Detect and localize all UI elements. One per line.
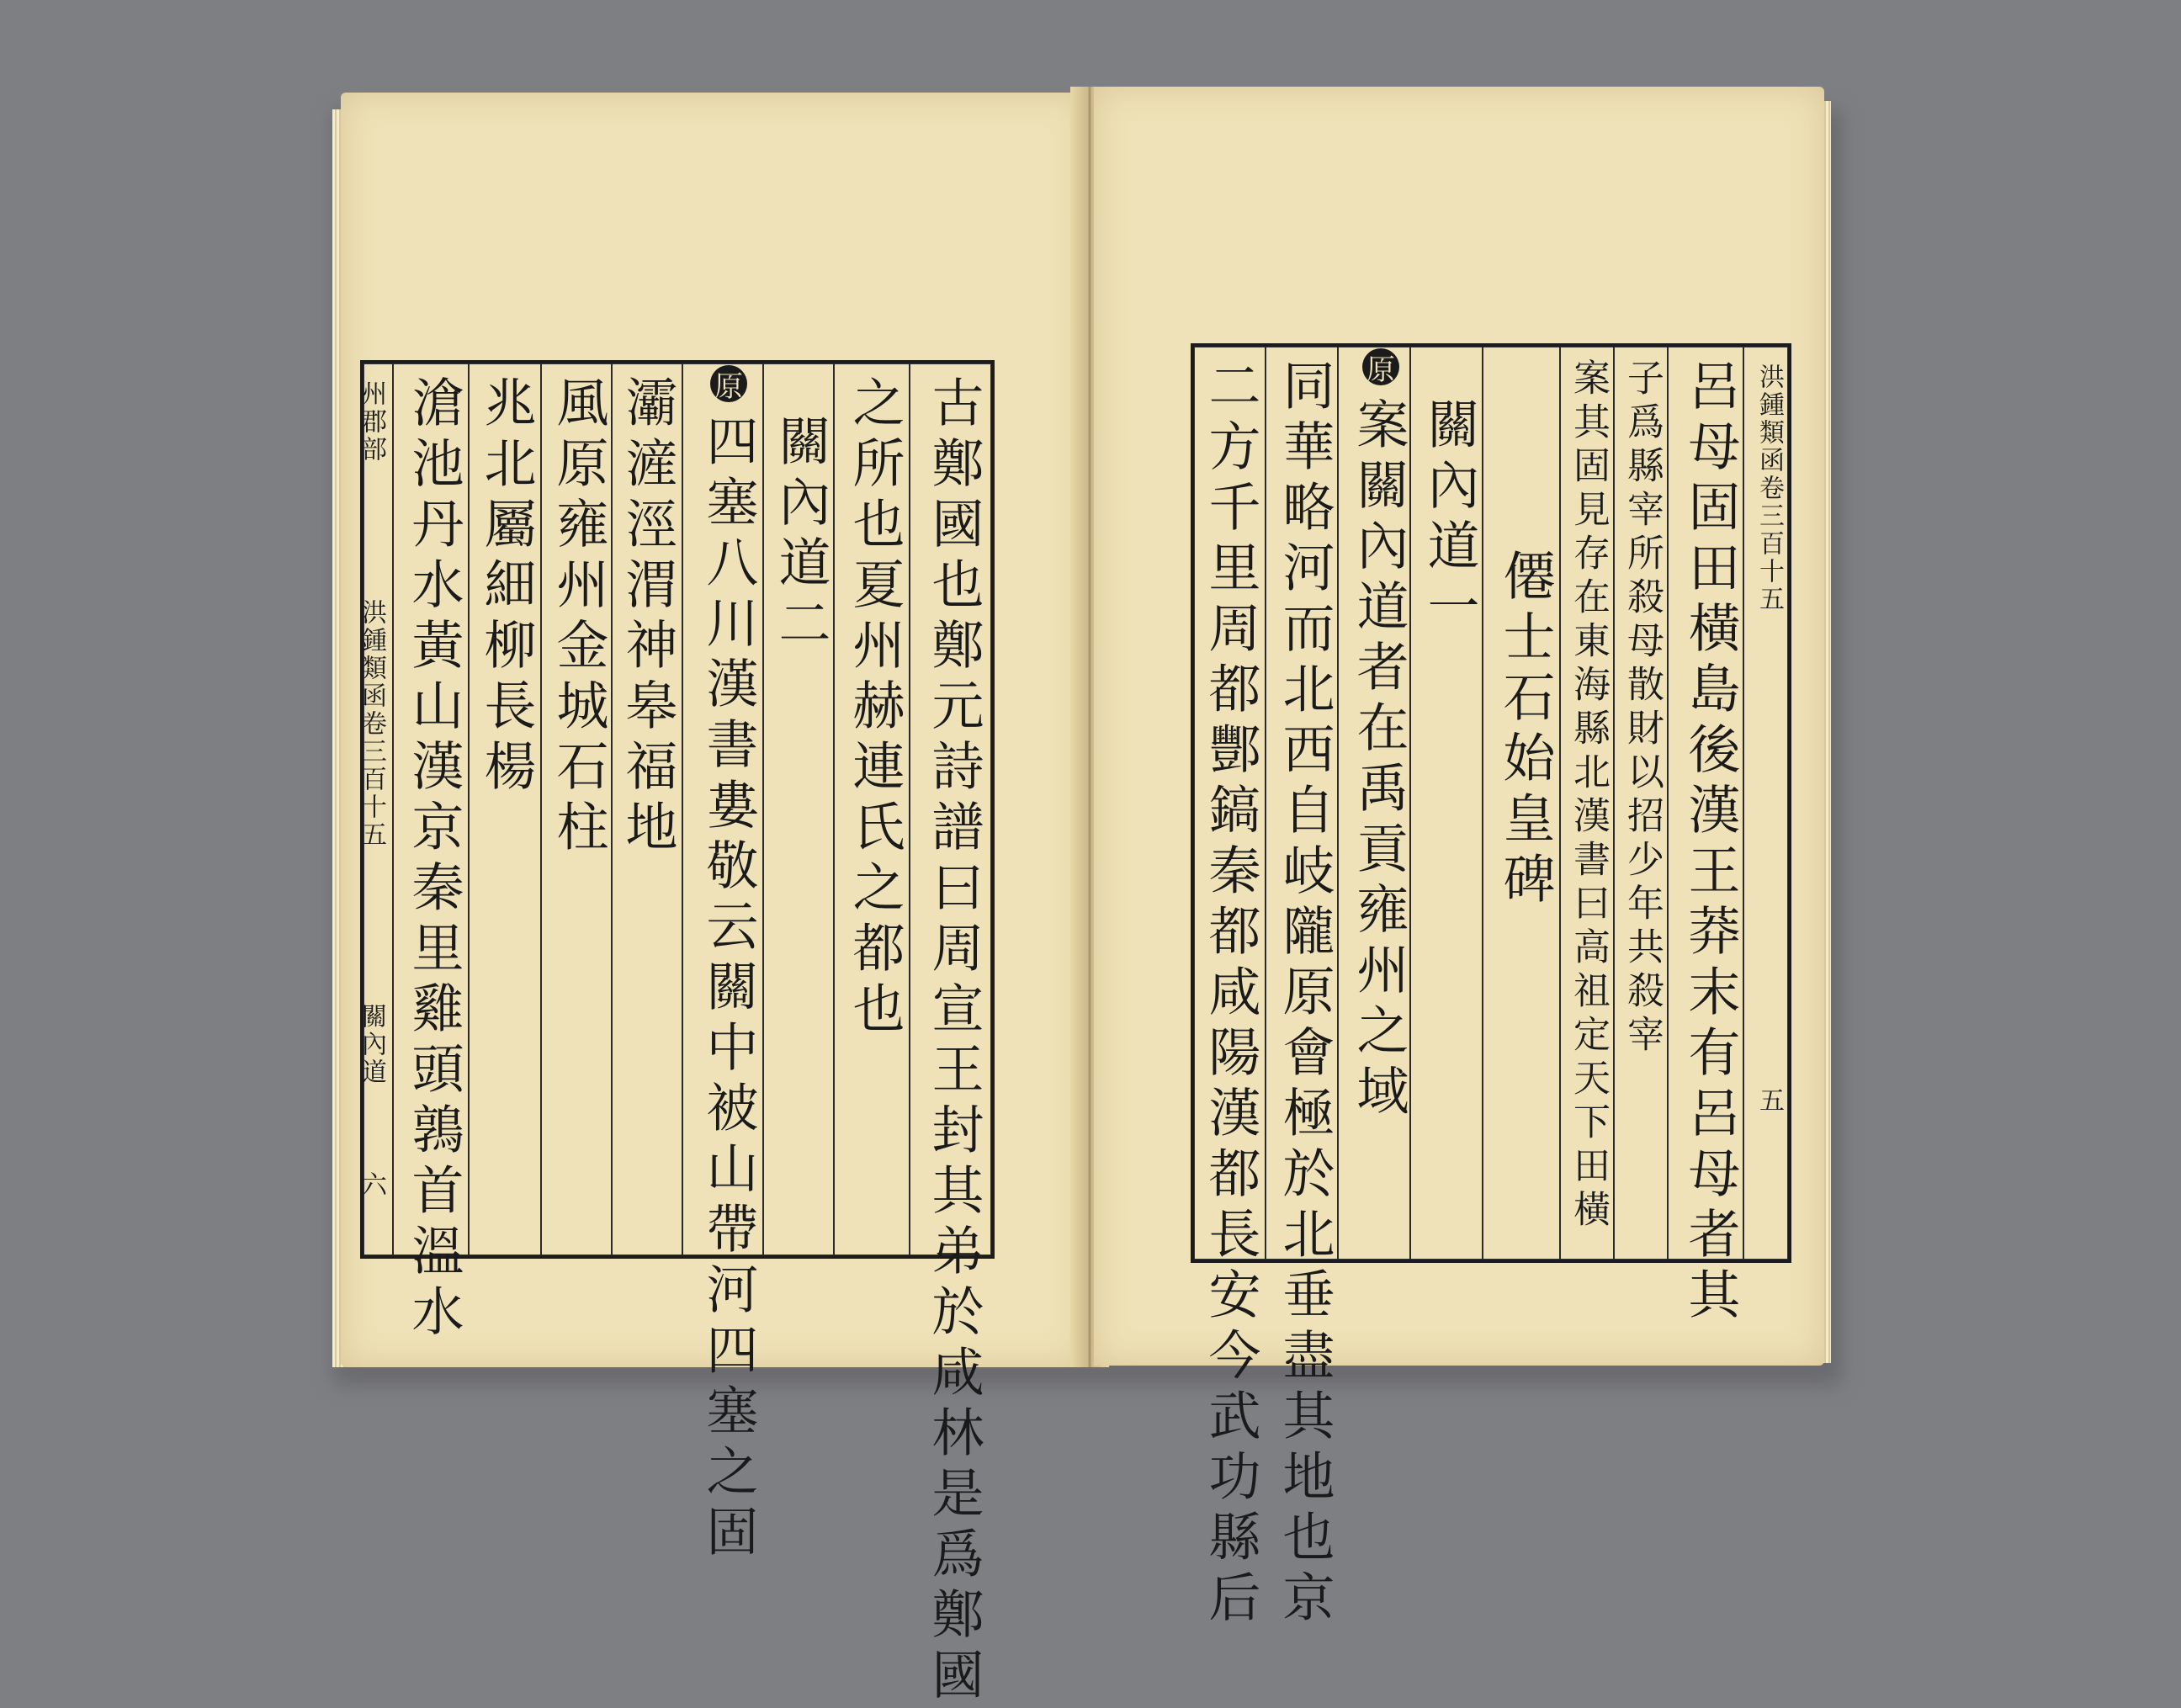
folio-number: 五 [1754, 1087, 1784, 1115]
text-column: 子爲縣宰所殺母散財以招少年共殺宰 [1621, 358, 1664, 1058]
text-column: 案其固見存在東海縣北漢書曰高祖定天下田橫 [1567, 358, 1610, 1233]
text-column: 風原雍州金城石柱 [548, 375, 609, 860]
right-text-frame [1191, 343, 1791, 1631]
text-column: 呂母固田橫島後漢王莽末有呂母者其 [1680, 358, 1741, 1328]
text-column: 僊士石始皇碑 [1494, 549, 1556, 912]
text-column: 灞滻涇渭神皋福地 [617, 375, 678, 860]
category-label: 州郡部 [357, 380, 386, 464]
text-column: 之所也夏州赫連氏之都也 [844, 375, 905, 1042]
folio-number: 六 [357, 1171, 386, 1199]
section-label: 關內道 [357, 1003, 386, 1086]
text-column: 古鄭國也鄭元詩譜曰周宣王封其弟於咸林是爲鄭國 [923, 375, 984, 1708]
section-heading: 關內道二 [770, 414, 831, 656]
text-column: 兆北屬細柳長楊 [475, 375, 537, 799]
left-text-frame [357, 360, 995, 1708]
margin-title: 洪鍾類函卷三百十五 [1754, 363, 1784, 613]
seal-mark: 原 [710, 365, 747, 402]
seal-mark: 原 [1362, 348, 1399, 385]
margin-title: 洪鍾類函卷三百十五 [357, 599, 386, 849]
text-column: 案關內道者在禹貢雍州之域 [1348, 397, 1409, 1124]
text-column: 二方千里周都酆鎬秦都咸陽漢都長安今武功縣后 [1200, 358, 1261, 1631]
section-heading: 關內道一 [1419, 397, 1480, 639]
text-column: 滄池丹水黃山漢京秦里雞頭鶉首溫水 [403, 375, 464, 1345]
text-column: 四塞八川漢書婁敬云關中被山帶河四塞之固 [698, 414, 759, 1565]
text-column: 同華略河而北西自岐隴原會極於北垂盡其地也京 [1274, 358, 1335, 1631]
